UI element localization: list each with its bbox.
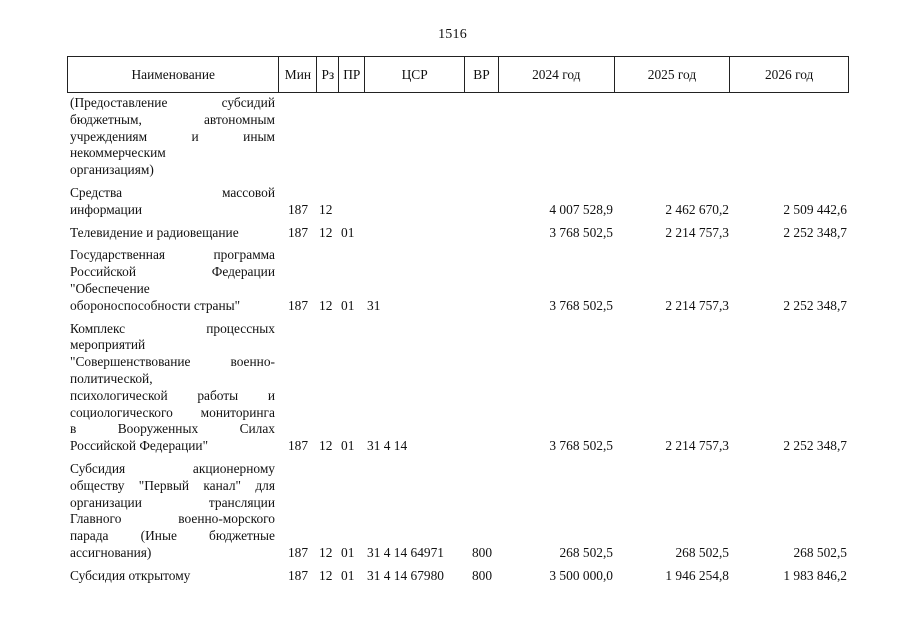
row-name-line: Российской Федерации" [70,438,209,454]
row-2026-value: 2 509 442,6 [783,201,847,217]
row-2024-value: 3 768 502,5 [549,297,613,313]
row-name-line: Главного военно-морского [70,511,275,527]
row-name-line: политической, [70,370,153,386]
row-min: 187 [287,201,309,217]
row-name-line: некоммерческим [70,145,166,161]
row-2026-value: 2 252 348,7 [783,224,847,240]
row-rz: 12 [319,201,333,217]
row-rz: 12 [319,297,333,313]
row-name [67,247,279,314]
row-pr: 01 [341,438,355,454]
row-name-line: мероприятий [70,337,146,353]
row-min: 187 [287,297,309,313]
row-name-line: бюджетным, автономным [70,111,275,127]
table-row [67,225,849,242]
header-rz: Рз [317,57,339,92]
row-name-line: обороноспособности страны" [70,297,241,313]
header-vr: ВР [465,57,499,92]
row-2024-value: 4 007 528,9 [549,201,613,217]
row-2025-value: 2 214 757,3 [665,297,729,313]
header-2024: 2024 год [499,57,615,92]
table-body [67,95,849,585]
row-name-line: в Вооруженных Силах [70,421,275,437]
header-csr: ЦСР [365,57,465,92]
row-min: 187 [287,544,309,560]
page-number: 1516 [438,27,467,42]
row-name-line: Средства массовой [70,184,275,200]
row-csr: 31 4 14 [367,438,408,454]
row-name [67,461,279,562]
row-name-line: Государственная программа [70,247,275,263]
row-csr: 31 [367,297,381,313]
row-rz: 12 [319,567,333,583]
row-name [67,568,279,585]
row-name-line: организациям) [70,162,154,178]
row-vr: 800 [471,567,493,583]
row-name-line: психологической работы и [70,387,275,403]
row-pr: 01 [341,224,355,240]
row-rz: 12 [319,544,333,560]
row-2026-value: 2 252 348,7 [783,297,847,313]
table-row [67,461,849,562]
header-pr: ПР [339,57,365,92]
row-2026-value: 268 502,5 [793,544,847,560]
row-2025-value: 2 214 757,3 [665,438,729,454]
row-name-line: информации [70,201,143,217]
row-name [67,225,279,242]
header-2026: 2026 год [764,66,814,82]
row-name [67,95,279,179]
row-2025-value: 2 462 670,2 [665,201,729,217]
row-name-line: "Обеспечение [70,280,150,296]
header-name: Наименование [68,57,279,92]
row-name-line: Телевидение и радиовещание [70,224,239,240]
row-2024-value: 3 768 502,5 [549,438,613,454]
table-header [67,56,849,93]
row-min: 187 [287,438,309,454]
table-row [67,95,849,179]
row-2024-value: 3 500 000,0 [549,567,613,583]
row-2025-value: 1 946 254,8 [665,567,729,583]
header-min: Мин [279,57,317,92]
row-2025-value: 2 214 757,3 [665,224,729,240]
row-name-line: парада (Иные бюджетные [70,528,275,544]
row-name-line: учреждениям и иным [70,128,275,144]
row-pr: 01 [341,544,355,560]
row-name-line: "Совершенствование военно- [70,354,275,370]
row-name-line: обществу "Первый канал" для [70,477,275,493]
row-2026-value: 2 252 348,7 [783,438,847,454]
row-csr: 31 4 14 64971 [367,544,444,560]
row-vr: 800 [471,544,493,560]
row-min: 187 [287,224,309,240]
row-name-line: ассигнования) [70,544,152,560]
table-row [67,185,849,219]
row-rz: 12 [319,224,333,240]
row-rz: 12 [319,438,333,454]
row-name-line: социологического мониторинга [70,404,275,420]
row-2024-value: 268 502,5 [559,544,613,560]
row-2026-value: 1 983 846,2 [783,567,847,583]
header-2025: 2025 год [615,57,731,92]
row-name-line: организации трансляции [70,494,275,510]
row-csr: 31 4 14 67980 [367,567,444,583]
table-row [67,568,849,585]
row-2024-value: 3 768 502,5 [549,224,613,240]
table-row [67,247,849,314]
row-name-line: (Предоставление субсидий [70,95,275,110]
row-min: 187 [287,567,309,583]
row-name [67,185,279,219]
row-name-line: Комплекс процессных [70,320,275,336]
row-name-line: Субсидия акционерному [70,460,275,476]
row-name [67,321,279,455]
row-pr: 01 [341,567,355,583]
row-name-line: Российской Федерации [70,264,275,280]
table-row [67,321,849,455]
row-pr: 01 [341,297,355,313]
row-name-line: Субсидия открытому [70,567,191,583]
row-2025-value: 268 502,5 [675,544,729,560]
